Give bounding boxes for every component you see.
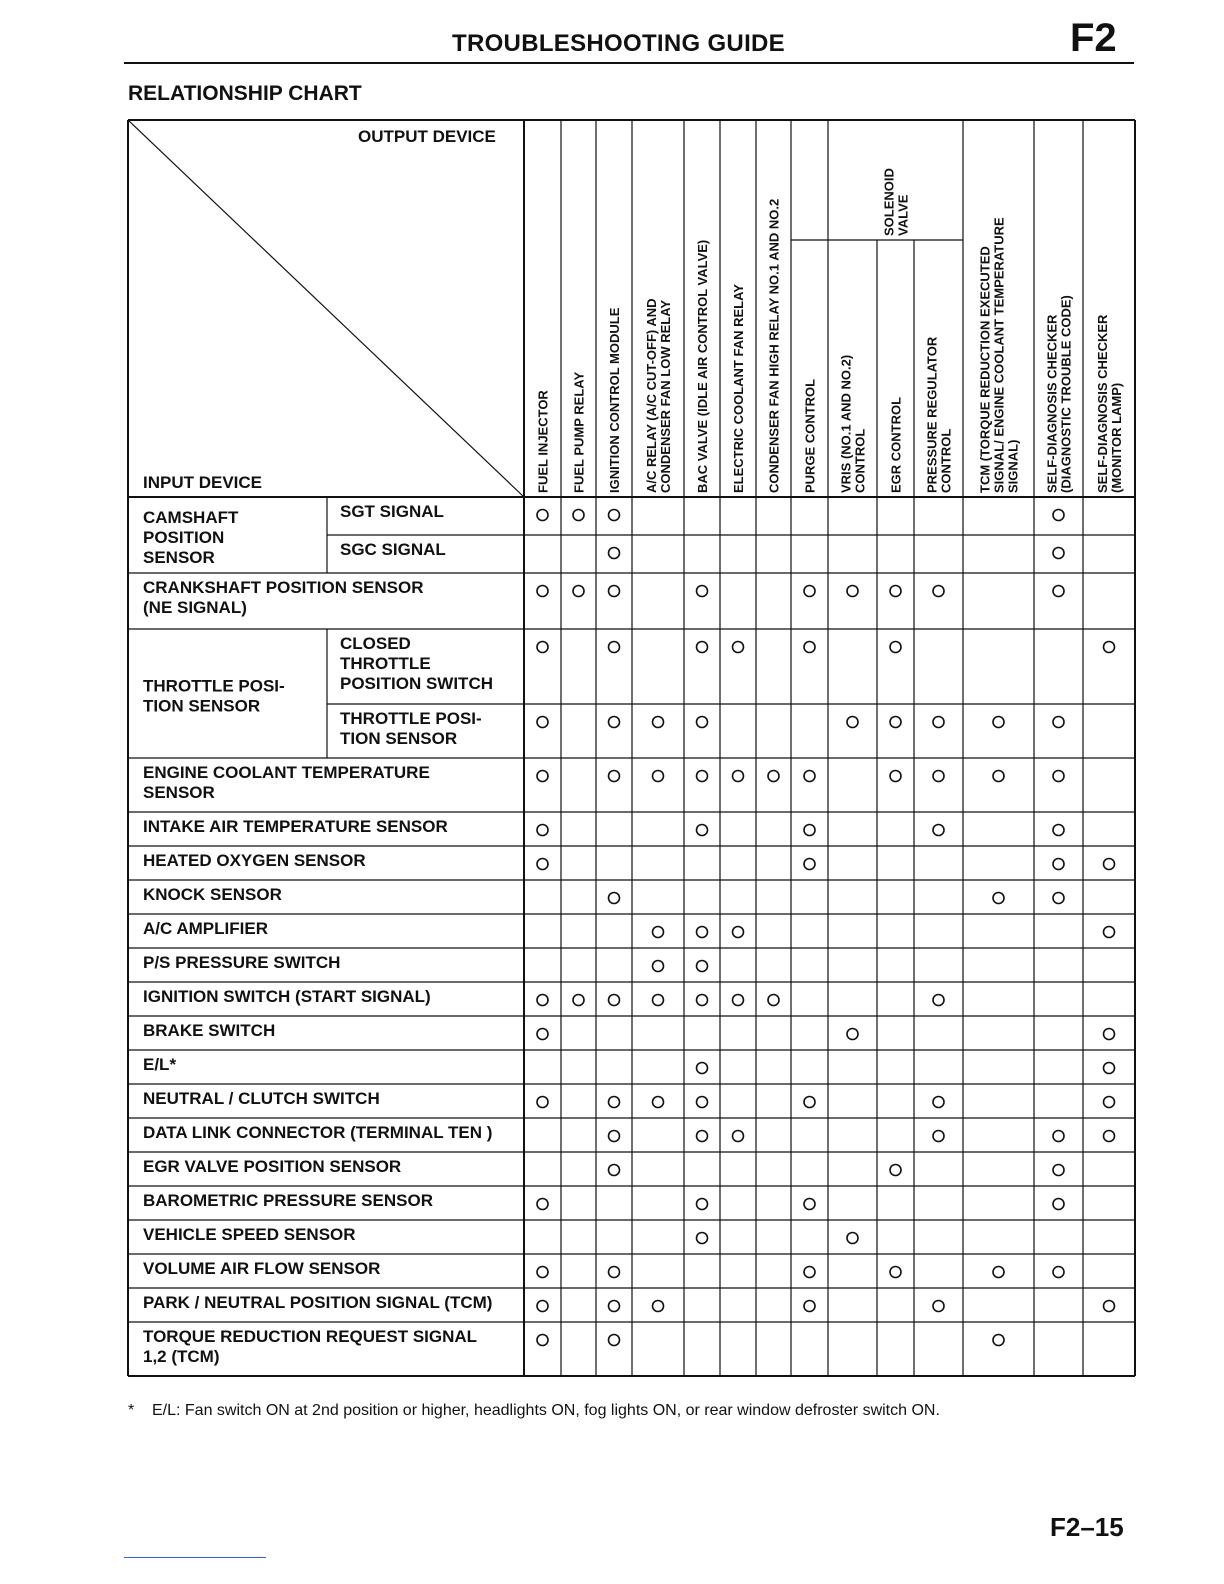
relation-mark (609, 995, 620, 1006)
relation-mark (1104, 1301, 1115, 1312)
relation-mark (847, 586, 858, 597)
column-label-ecf (731, 284, 746, 493)
column-label-line: CONTROL (852, 428, 868, 493)
relation-mark (697, 642, 708, 653)
input-device-name: PARK / NEUTRAL POSITION SIGNAL (TCM) (143, 1293, 493, 1312)
relation-mark (537, 510, 548, 521)
relation-mark (609, 1335, 620, 1346)
relation-mark (697, 586, 708, 597)
relation-mark (697, 1097, 708, 1108)
relation-mark (653, 717, 664, 728)
column-label-line: A/C RELAY (A/C CUT-OFF) AND (644, 298, 659, 493)
input-device-name: HEATED OXYGEN SENSOR (143, 851, 366, 870)
input-sub-name: TION SENSOR (340, 729, 458, 748)
relation-mark (609, 893, 620, 904)
relation-mark (609, 1165, 620, 1176)
column-label-line: VRIS (NO.1 AND NO.2) (838, 354, 854, 493)
relation-mark (933, 771, 944, 782)
relation-mark (537, 995, 548, 1006)
relation-mark (537, 1301, 548, 1312)
footnote-marker: * (128, 1402, 135, 1419)
relation-mark (890, 771, 901, 782)
relation-mark (847, 717, 858, 728)
relation-mark (1053, 1199, 1064, 1210)
input-device-name: (NE SIGNAL) (143, 598, 247, 617)
relation-mark (697, 927, 708, 938)
relation-mark (890, 717, 901, 728)
footnote (128, 1402, 940, 1420)
input-device-name: BAROMETRIC PRESSURE SENSOR (143, 1191, 433, 1210)
relation-mark (537, 642, 548, 653)
relation-mark (933, 1097, 944, 1108)
input-sub-name: SGT SIGNAL (340, 502, 444, 521)
column-label-line: FUEL PUMP RELAY (571, 371, 587, 493)
column-label-bac (695, 240, 710, 493)
column-label-line: (MONITOR LAMP) (1109, 382, 1124, 493)
relation-mark (1053, 548, 1064, 559)
relation-mark (733, 642, 744, 653)
relation-mark (804, 1097, 815, 1108)
column-label-line: IGNITION CONTROL MODULE (607, 307, 622, 493)
column-label-line: ELECTRIC COOLANT FAN RELAY (731, 284, 746, 493)
relation-mark (697, 961, 708, 972)
input-device-name: NEUTRAL / CLUTCH SWITCH (143, 1089, 380, 1108)
relation-mark (653, 961, 664, 972)
column-label-pc (803, 379, 818, 493)
column-label-line: SIGNAL) (1005, 439, 1021, 493)
input-device-name: VEHICLE SPEED SENSOR (143, 1225, 356, 1244)
relation-mark (697, 717, 708, 728)
relation-mark (1104, 927, 1115, 938)
relation-mark (537, 1097, 548, 1108)
input-device-name: CRANKSHAFT POSITION SENSOR (143, 578, 424, 597)
relation-mark (933, 586, 944, 597)
column-label-fpr (572, 372, 587, 493)
relation-mark (609, 642, 620, 653)
input-sub-name: THROTTLE (340, 654, 431, 673)
relation-mark (804, 825, 815, 836)
relation-mark (537, 825, 548, 836)
relation-mark (1053, 1165, 1064, 1176)
input-device-name: BRAKE SWITCH (143, 1021, 276, 1040)
relation-mark (1053, 717, 1064, 728)
relation-mark (804, 586, 815, 597)
input-device-name: DATA LINK CONNECTOR (TERMINAL TEN ) (143, 1123, 493, 1142)
relation-mark (697, 1131, 708, 1142)
relation-mark (1053, 1267, 1064, 1278)
input-sub-name: POSITION SWITCH (340, 674, 493, 693)
relation-mark (697, 995, 708, 1006)
solenoid-label-line: SOLENOID (881, 168, 897, 236)
footnote-text: E/L: Fan switch ON at 2nd position or higher, headlights ON, fog lights ON, or rear window defroster switch ON. (152, 1402, 940, 1419)
solenoid-label-line: VALVE (895, 194, 911, 236)
relation-mark (1053, 825, 1064, 836)
relation-mark (537, 859, 548, 870)
relation-mark (609, 1301, 620, 1312)
input-device-name: KNOCK SENSOR (143, 885, 282, 904)
relation-mark (573, 510, 584, 521)
relation-mark (697, 1199, 708, 1210)
column-label-sdc (1045, 295, 1074, 493)
relation-mark (993, 717, 1004, 728)
relation-mark (537, 1267, 548, 1278)
column-label-line: SELF-DIAGNOSIS CHECKER (1095, 314, 1110, 493)
section-code: F2 (1070, 16, 1117, 60)
relation-mark (804, 859, 815, 870)
relation-mark (890, 1267, 901, 1278)
relation-mark (804, 642, 815, 653)
input-sub-name: THROTTLE POSI- (340, 709, 482, 728)
chart-title: RELATIONSHIP CHART (128, 82, 362, 105)
relation-mark (573, 995, 584, 1006)
relation-mark (1053, 893, 1064, 904)
header-diagonal (128, 120, 524, 497)
relation-mark (537, 1199, 548, 1210)
relation-mark (933, 1301, 944, 1312)
column-label-fi (536, 390, 551, 493)
relation-mark (804, 1301, 815, 1312)
relation-mark (537, 771, 548, 782)
column-label-line: EGR CONTROL (888, 396, 904, 493)
input-group-name: CAMSHAFT (143, 508, 239, 527)
relation-mark (609, 771, 620, 782)
column-label-line: PRESSURE REGULATOR (924, 336, 940, 493)
input-device-name: E/L* (143, 1055, 177, 1074)
relation-mark (653, 771, 664, 782)
relation-mark (993, 1335, 1004, 1346)
relation-mark (697, 771, 708, 782)
input-device-label: INPUT DEVICE (143, 473, 263, 492)
relation-mark (609, 1097, 620, 1108)
relation-mark (1104, 1131, 1115, 1142)
relation-mark (768, 771, 779, 782)
relation-mark (537, 1029, 548, 1040)
relation-mark (1104, 1063, 1115, 1074)
column-label-tcm (978, 217, 1021, 493)
bottom-rule (124, 1557, 266, 1558)
page-title: TROUBLESHOOTING GUIDE (452, 30, 785, 57)
relation-mark (1053, 1131, 1064, 1142)
relation-mark (933, 995, 944, 1006)
relation-mark (537, 586, 548, 597)
column-label-line: TCM (TORQUE REDUCTION EXECUTED (977, 246, 993, 493)
relation-mark (537, 1335, 548, 1346)
input-sub-name: SGC SIGNAL (340, 540, 446, 559)
relation-mark (609, 510, 620, 521)
input-device-name: P/S PRESSURE SWITCH (143, 953, 341, 972)
input-group-name: TION SENSOR (143, 696, 261, 716)
relation-mark (804, 1267, 815, 1278)
relation-mark (993, 893, 1004, 904)
column-label-line: SIGNAL/ ENGINE COOLANT TEMPERATURE (991, 217, 1007, 493)
column-label-line: PURGE CONTROL (802, 378, 818, 493)
input-device-name: 1,2 (TCM) (143, 1347, 220, 1366)
column-label-vris (839, 355, 868, 493)
input-device-name: INTAKE AIR TEMPERATURE SENSOR (143, 817, 448, 836)
relation-mark (697, 1063, 708, 1074)
input-device-name: ENGINE COOLANT TEMPERATURE (143, 763, 430, 782)
column-label-cfh (767, 199, 782, 493)
relation-mark (733, 1131, 744, 1142)
column-label-line: CONDENSER FAN LOW RELAY (658, 299, 673, 493)
relation-mark (804, 771, 815, 782)
solenoid-group-label (882, 168, 911, 236)
relation-mark (1053, 586, 1064, 597)
relation-mark (993, 1267, 1004, 1278)
input-device-name: VOLUME AIR FLOW SENSOR (143, 1259, 381, 1278)
column-label-line: BAC VALVE (IDLE AIR CONTROL VALVE) (695, 239, 710, 493)
relation-mark (768, 995, 779, 1006)
relation-mark (1053, 510, 1064, 521)
input-sub-name: CLOSED (340, 634, 411, 653)
input-device-name: EGR VALVE POSITION SENSOR (143, 1157, 402, 1176)
relation-mark (890, 586, 901, 597)
relation-mark (1104, 642, 1115, 653)
relation-mark (733, 995, 744, 1006)
relation-mark (733, 927, 744, 938)
relation-mark (1104, 1097, 1115, 1108)
column-label-line: (DIAGNOSTIC TROUBLE CODE) (1058, 295, 1074, 493)
output-device-label: OUTPUT DEVICE (358, 127, 496, 146)
relation-mark (933, 825, 944, 836)
input-group-name: SENSOR (143, 548, 215, 567)
relation-mark (609, 1131, 620, 1142)
relation-mark (697, 1233, 708, 1244)
relation-mark (890, 1165, 901, 1176)
relation-mark (573, 586, 584, 597)
relation-mark (609, 548, 620, 559)
relation-mark (609, 1267, 620, 1278)
relation-mark (847, 1233, 858, 1244)
column-label-icm (607, 307, 622, 493)
relation-mark (697, 825, 708, 836)
relation-mark (733, 771, 744, 782)
page-number: F2–15 (1050, 1512, 1124, 1542)
column-label-sdm (1095, 314, 1124, 493)
relation-mark (933, 717, 944, 728)
relation-mark (890, 642, 901, 653)
column-label-line: FUEL INJECTOR (535, 390, 551, 493)
column-label-egr (889, 397, 904, 493)
column-label-line: CONTROL (938, 428, 954, 493)
relation-mark (847, 1029, 858, 1040)
relation-mark (653, 1301, 664, 1312)
input-device-name: IGNITION SWITCH (START SIGNAL) (143, 987, 431, 1006)
column-label-line: CONDENSER FAN HIGH RELAY NO.1 AND NO.2 (766, 198, 782, 493)
relation-mark (537, 717, 548, 728)
relation-mark (609, 717, 620, 728)
column-label-ac (644, 298, 673, 493)
input-device-name: TORQUE REDUCTION REQUEST SIGNAL (143, 1327, 478, 1346)
relation-mark (653, 927, 664, 938)
relation-mark (1104, 859, 1115, 870)
input-group-name: POSITION (143, 528, 225, 547)
relation-mark (933, 1131, 944, 1142)
relation-mark (609, 586, 620, 597)
input-device-name: A/C AMPLIFIER (143, 919, 268, 938)
relation-mark (653, 1097, 664, 1108)
relation-mark (1053, 771, 1064, 782)
relation-mark (993, 771, 1004, 782)
relation-mark (1053, 859, 1064, 870)
relation-mark (653, 995, 664, 1006)
relation-mark (804, 1199, 815, 1210)
input-group-name: THROTTLE POSI- (143, 676, 285, 696)
column-label-prc (925, 336, 954, 493)
input-device-name: SENSOR (143, 783, 215, 802)
relation-mark (1104, 1029, 1115, 1040)
column-label-line: SELF-DIAGNOSIS CHECKER (1044, 314, 1060, 493)
